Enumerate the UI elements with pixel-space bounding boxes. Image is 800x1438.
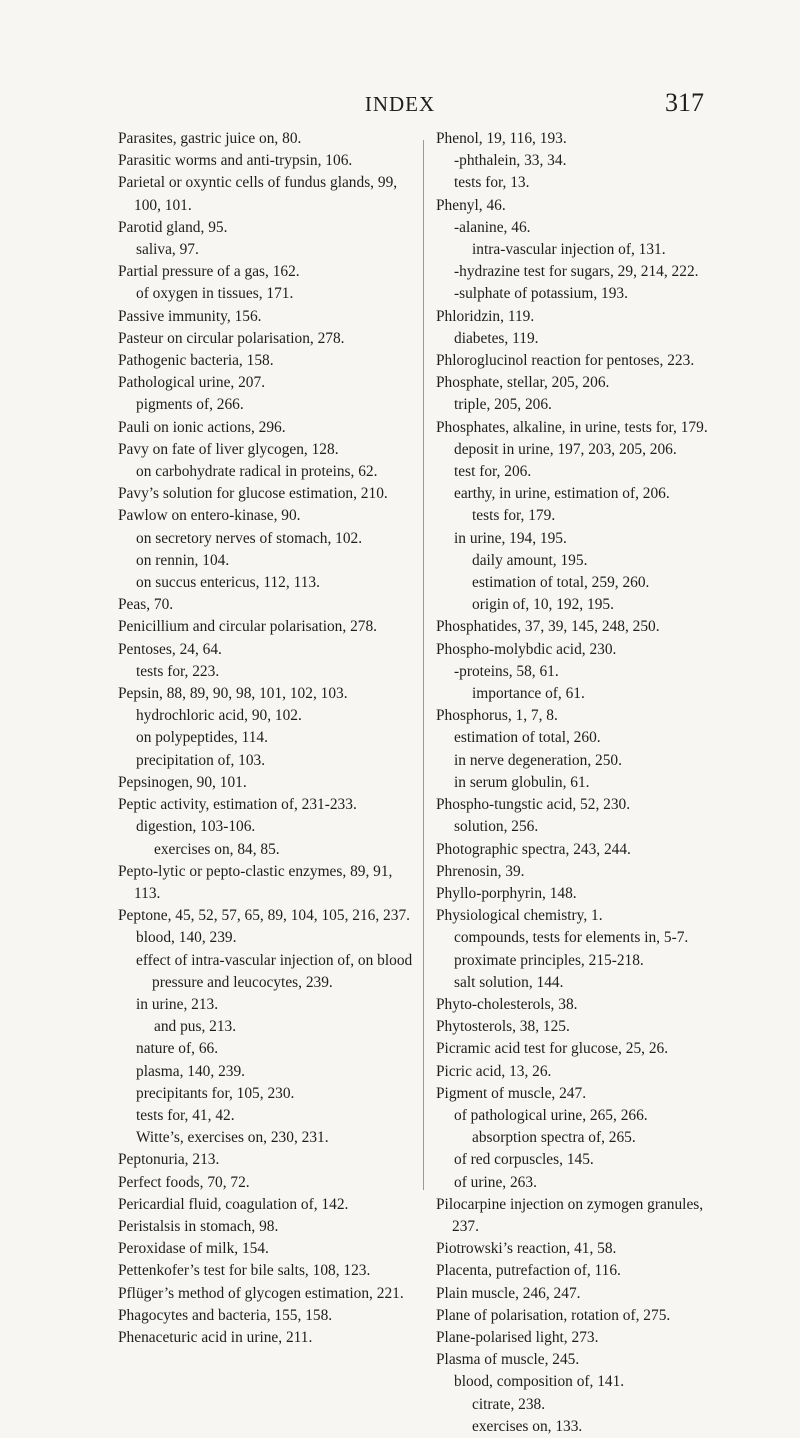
index-entry: Photographic spectra, 243, 244.	[436, 840, 631, 858]
index-entry: Peptonuria, 213.	[118, 1151, 220, 1169]
index-entry: Pepsin, 88, 89, 90, 98, 101, 102, 103.	[118, 685, 348, 703]
index-entry: on secretory nerves of stomach, 102.	[136, 529, 363, 547]
index-entry: Phospho-tungstic acid, 52, 230.	[436, 796, 631, 814]
index-entry: Pilocarpine injection on zymogen granules, 237.	[436, 1195, 704, 1235]
index-entry: Picric acid, 13, 26.	[436, 1062, 552, 1080]
index-entry: Pepto-lytic or pepto-clastic enzymes, 89, 91, 113.	[118, 862, 393, 902]
index-entry: Physiological chemistry, 1.	[436, 907, 603, 925]
index-entry: in serum globulin, 61.	[454, 773, 590, 791]
index-entry: solution, 256.	[454, 818, 539, 836]
index-entry: Phenaceturic acid in urine, 211.	[118, 1328, 313, 1346]
index-entry: Phosphatides, 37, 39, 145, 248, 250.	[436, 618, 660, 636]
index-entry: saliva, 97.	[136, 241, 199, 259]
index-entry: Phenol, 19, 116, 193.	[436, 130, 567, 147]
index-entry: triple, 205, 206.	[454, 396, 552, 414]
index-entry: Pavy’s solution for glucose estimation, 210.	[118, 485, 388, 503]
index-entry: Peroxidase of milk, 154.	[118, 1240, 269, 1258]
index-entry: Phyto-cholesterols, 38.	[436, 995, 578, 1013]
index-entry: Plane of polarisation, rotation of, 275.	[436, 1306, 671, 1324]
index-entry: deposit in urine, 197, 203, 205, 206.	[454, 440, 677, 458]
index-entry: Pawlow on entero-kinase, 90.	[118, 507, 301, 525]
index-entry: test for, 206.	[454, 463, 532, 481]
index-entry: Phytosterols, 38, 125.	[436, 1018, 570, 1036]
index-entry: hydrochloric acid, 90, 102.	[136, 707, 302, 725]
index-entry: nature of, 66.	[136, 1040, 219, 1058]
index-entry: Penicillium and circular polarisation, 278.	[118, 618, 378, 636]
index-entry: on rennin, 104.	[136, 551, 230, 569]
index-entry: salt solution, 144.	[454, 973, 564, 991]
index-entry: Plasma of muscle, 245.	[436, 1351, 580, 1369]
index-entry: of pathological urine, 265, 266.	[454, 1106, 648, 1124]
index-entry: Placenta, putrefaction of, 116.	[436, 1262, 621, 1280]
index-entry: Pigment of muscle, 247.	[436, 1084, 587, 1102]
index-entry: Perfect foods, 70, 72.	[118, 1173, 250, 1191]
index-entry: precipitants for, 105, 230.	[136, 1084, 295, 1102]
index-entry: daily amount, 195.	[472, 551, 588, 569]
index-entry: on carbohydrate radical in proteins, 62.	[136, 463, 378, 481]
index-entry: intra-vascular injection of, 131.	[472, 241, 666, 259]
index-entry: Witte’s, exercises on, 230, 231.	[136, 1129, 329, 1147]
index-entry: Passive immunity, 156.	[118, 307, 262, 325]
page-title: INDEX	[364, 92, 436, 116]
index-entry: of oxygen in tissues, 171.	[136, 285, 294, 303]
index-entry: Phosphate, stellar, 205, 206.	[436, 374, 610, 392]
index-entry: absorption spectra of, 265.	[472, 1129, 636, 1147]
index-entry: Pauli on ionic actions, 296.	[118, 418, 286, 436]
index-entry: of urine, 263.	[454, 1173, 537, 1191]
index-entry: on succus entericus, 112, 113.	[136, 574, 320, 592]
index-entry: Phyllo-porphyrin, 148.	[436, 884, 577, 902]
index-entry: tests for, 223.	[136, 662, 220, 680]
index-entry: tests for, 13.	[454, 174, 530, 192]
index-entry: -hydrazine test for sugars, 29, 214, 222.	[454, 263, 699, 281]
index-entry: tests for, 179.	[472, 507, 556, 525]
index-entry: Parasites, gastric juice on, 80.	[118, 130, 302, 147]
index-column-left	[118, 128, 418, 1349]
index-entry: blood, composition of, 141.	[454, 1373, 625, 1391]
index-entry: plasma, 140, 239.	[136, 1062, 246, 1080]
page-number: 317	[665, 88, 704, 117]
index-entry: tests for, 41, 42.	[136, 1106, 235, 1124]
index-entry: Parasitic worms and anti-trypsin, 106.	[118, 152, 353, 170]
index-entry: Phosphorus, 1, 7, 8.	[436, 707, 558, 725]
index-entry: on polypeptides, 114.	[136, 729, 268, 747]
index-entry: compounds, tests for elements in, 5-7.	[454, 929, 689, 947]
index-entry: of red corpuscles, 145.	[454, 1151, 594, 1169]
index-entry: digestion, 103-106.	[136, 818, 256, 836]
index-entry: and pus, 213.	[154, 1018, 237, 1036]
index-entry: proximate principles, 215-218.	[454, 951, 644, 969]
index-entry: -proteins, 58, 61.	[454, 662, 559, 680]
index-entry: estimation of total, 259, 260.	[472, 574, 650, 592]
index-entry: exercises on, 133.	[472, 1417, 583, 1435]
index-entry: Phagocytes and bacteria, 155, 158.	[118, 1306, 333, 1324]
index-entry: citrate, 238.	[472, 1395, 546, 1413]
index-entry: Partial pressure of a gas, 162.	[118, 263, 300, 281]
index-entry: in nerve degeneration, 250.	[454, 751, 622, 769]
index-entry: in urine, 194, 195.	[454, 529, 567, 547]
index-entry: Piotrowski’s reaction, 41, 58.	[436, 1240, 617, 1258]
index-entry: Phenyl, 46.	[436, 196, 506, 214]
index-entry: precipitation of, 103.	[136, 751, 266, 769]
index-entry: Peas, 70.	[118, 596, 174, 614]
index-entry: earthy, in urine, estimation of, 206.	[454, 485, 670, 503]
index-entry: origin of, 10, 192, 195.	[472, 596, 614, 614]
index-entry: Plain muscle, 246, 247.	[436, 1284, 581, 1302]
index-entry: Phloroglucinol reaction for pentoses, 223.	[436, 352, 695, 370]
index-entry: -alanine, 46.	[454, 218, 531, 236]
index-entry: Peptone, 45, 52, 57, 65, 89, 104, 105, 216, 237.	[118, 907, 410, 925]
index-entry: Pericardial fluid, coagulation of, 142.	[118, 1195, 349, 1213]
index-entry: importance of, 61.	[472, 685, 585, 703]
index-entry: estimation of total, 260.	[454, 729, 601, 747]
page-header	[0, 88, 800, 124]
index-entry: Pflüger’s method of glycogen estimation, 221.	[118, 1284, 404, 1302]
index-entry: Phospho-molybdic acid, 230.	[436, 640, 617, 658]
index-entry: Phloridzin, 119.	[436, 307, 535, 325]
index-entry: Phrenosin, 39.	[436, 862, 525, 880]
index-entry: blood, 140, 239.	[136, 929, 237, 947]
index-column-right	[436, 128, 718, 1438]
index-entry: Parietal or oxyntic cells of fundus glands, 99, 100, 101.	[118, 174, 398, 214]
index-entry: pigments of, 266.	[136, 396, 244, 414]
index-entry: Peptic activity, estimation of, 231-233.	[118, 796, 357, 814]
index-entry: Parotid gland, 95.	[118, 218, 228, 236]
index-entry: diabetes, 119.	[454, 329, 539, 347]
index-entry: Pepsinogen, 90, 101.	[118, 773, 247, 791]
index-entry: Picramic acid test for glucose, 25, 26.	[436, 1040, 669, 1058]
index-entry: exercises on, 84, 85.	[154, 840, 280, 858]
index-entry: in urine, 213.	[136, 995, 219, 1013]
index-entry: effect of intra-vascular injection of, on blood pressure and leucocytes, 239.	[136, 951, 413, 991]
index-entry: -sulphate of potassium, 193.	[454, 285, 628, 303]
index-entry: Peristalsis in stomach, 98.	[118, 1217, 279, 1235]
index-entry: Phosphates, alkaline, in urine, tests for, 179.	[436, 418, 708, 436]
index-entry: Pentoses, 24, 64.	[118, 640, 222, 658]
index-entry: Pathological urine, 207.	[118, 374, 266, 392]
index-entry: Pasteur on circular polarisation, 278.	[118, 329, 345, 347]
index-entry: -phthalein, 33, 34.	[454, 152, 567, 170]
index-entry: Pettenkofer’s test for bile salts, 108, 123.	[118, 1262, 371, 1280]
index-entry: Plane-polarised light, 273.	[436, 1328, 599, 1346]
index-entry: Pavy on fate of liver glycogen, 128.	[118, 440, 339, 458]
index-entry: Pathogenic bacteria, 158.	[118, 352, 274, 370]
column-divider	[423, 140, 424, 1190]
